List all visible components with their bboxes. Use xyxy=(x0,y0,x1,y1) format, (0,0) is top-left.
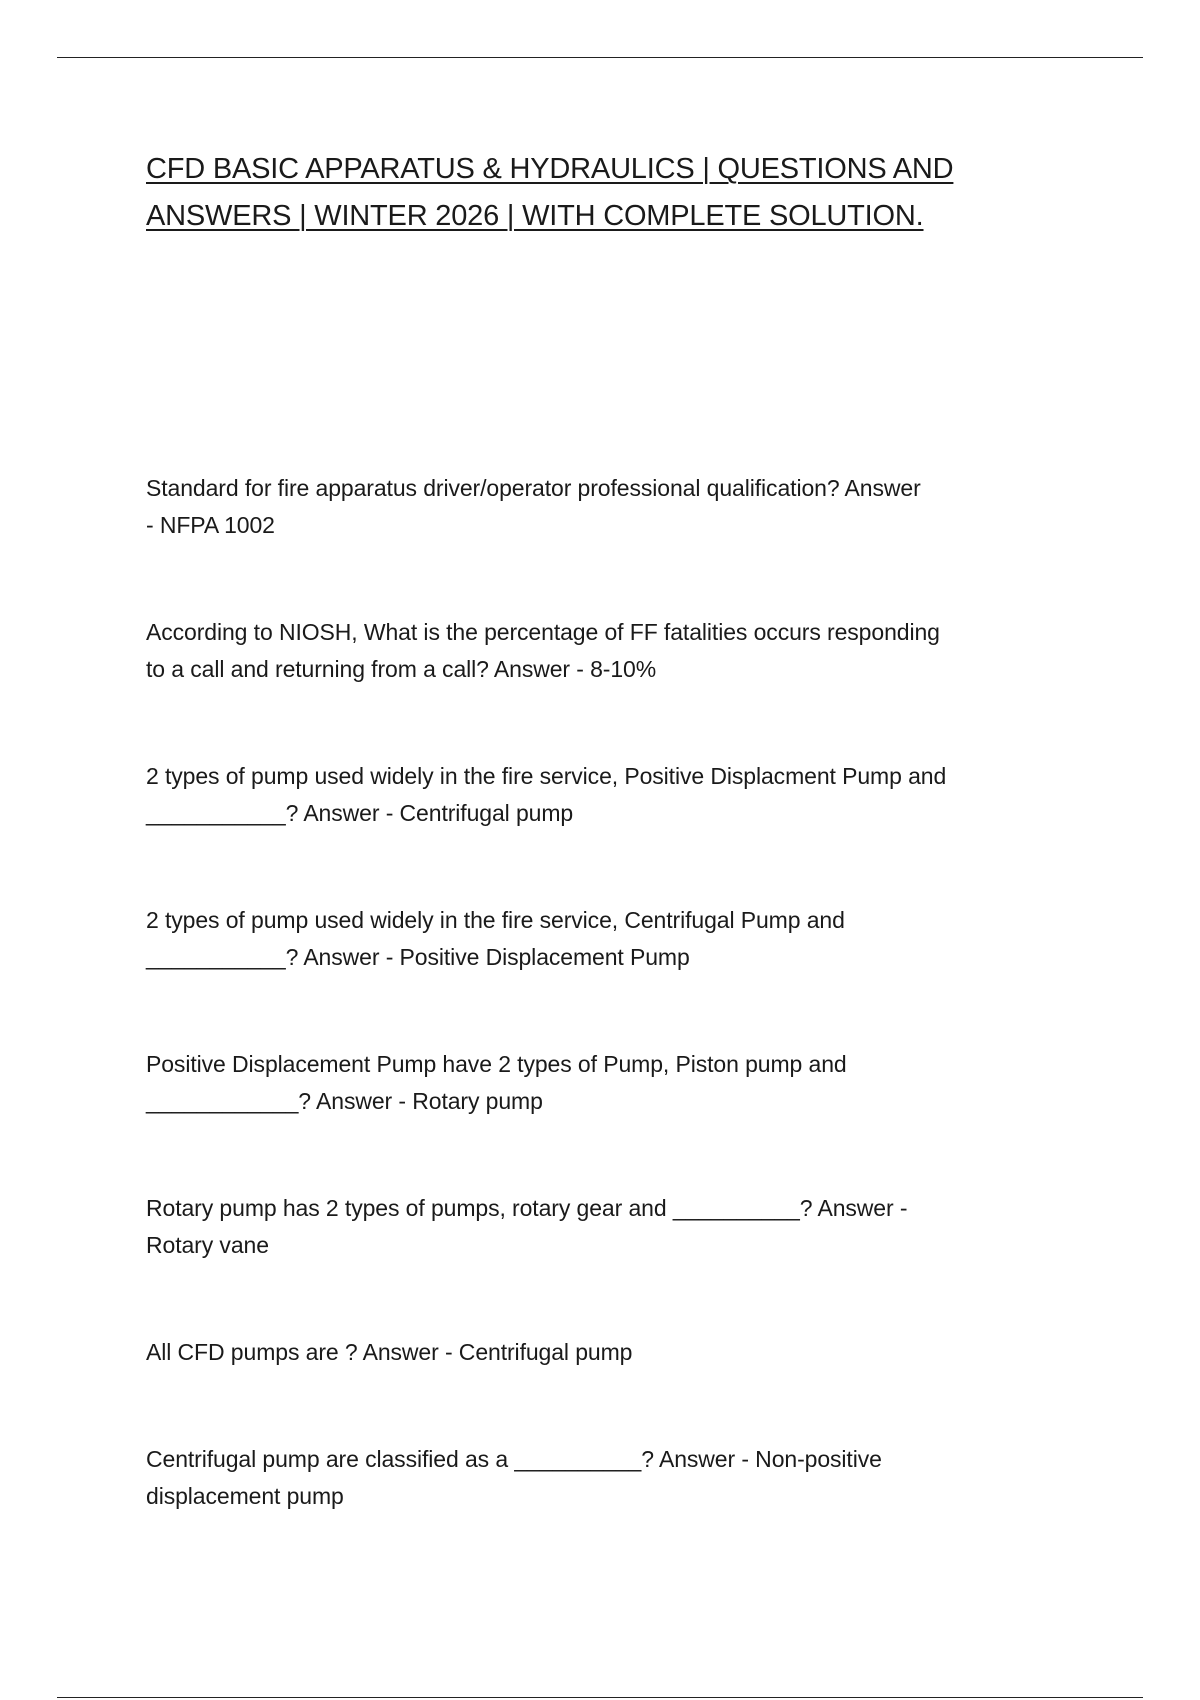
qa-line: displacement pump xyxy=(146,1483,344,1509)
document-title xyxy=(146,146,1046,240)
top-rule xyxy=(57,57,1143,58)
qa-line: ___________? Answer - Positive Displacement Pump xyxy=(146,944,690,970)
qa-line: Positive Displacement Pump have 2 types of Pump, Piston pump and xyxy=(146,1051,847,1077)
qa-item-6 xyxy=(146,1190,1066,1264)
bottom-rule xyxy=(57,1697,1143,1698)
title-line: ANSWERS | WINTER 2026 | WITH COMPLETE SOLUTION. xyxy=(146,200,924,232)
qa-item-8 xyxy=(146,1441,1066,1515)
qa-line: ____________? Answer - Rotary pump xyxy=(146,1088,543,1114)
title-line: CFD BASIC APPARATUS & HYDRAULICS | QUESTIONS AND xyxy=(146,153,954,185)
qa-line: Centrifugal pump are classified as a __________? Answer - Non-positive xyxy=(146,1446,882,1472)
qa-item-1 xyxy=(146,470,1066,544)
qa-line: Standard for fire apparatus driver/operator professional qualification? Answer xyxy=(146,475,921,501)
qa-line: 2 types of pump used widely in the fire service, Positive Displacment Pump and xyxy=(146,763,947,789)
qa-item-7 xyxy=(146,1334,1066,1371)
qa-line: Rotary pump has 2 types of pumps, rotary gear and __________? Answer - xyxy=(146,1195,908,1221)
qa-line: - NFPA 1002 xyxy=(146,512,275,538)
qa-item-5 xyxy=(146,1046,1066,1120)
qa-line: ___________? Answer - Centrifugal pump xyxy=(146,800,574,826)
qa-line: 2 types of pump used widely in the fire service, Centrifugal Pump and xyxy=(146,907,845,933)
qa-item-4 xyxy=(146,902,1066,976)
qa-line: According to NIOSH, What is the percentage of FF fatalities occurs responding xyxy=(146,619,940,645)
qa-line: Rotary vane xyxy=(146,1232,269,1258)
qa-line: All CFD pumps are ? Answer - Centrifugal pump xyxy=(146,1339,633,1365)
qa-item-3 xyxy=(146,758,1066,832)
qa-line: to a call and returning from a call? Answer - 8-10% xyxy=(146,656,657,682)
qa-item-2 xyxy=(146,614,1066,688)
